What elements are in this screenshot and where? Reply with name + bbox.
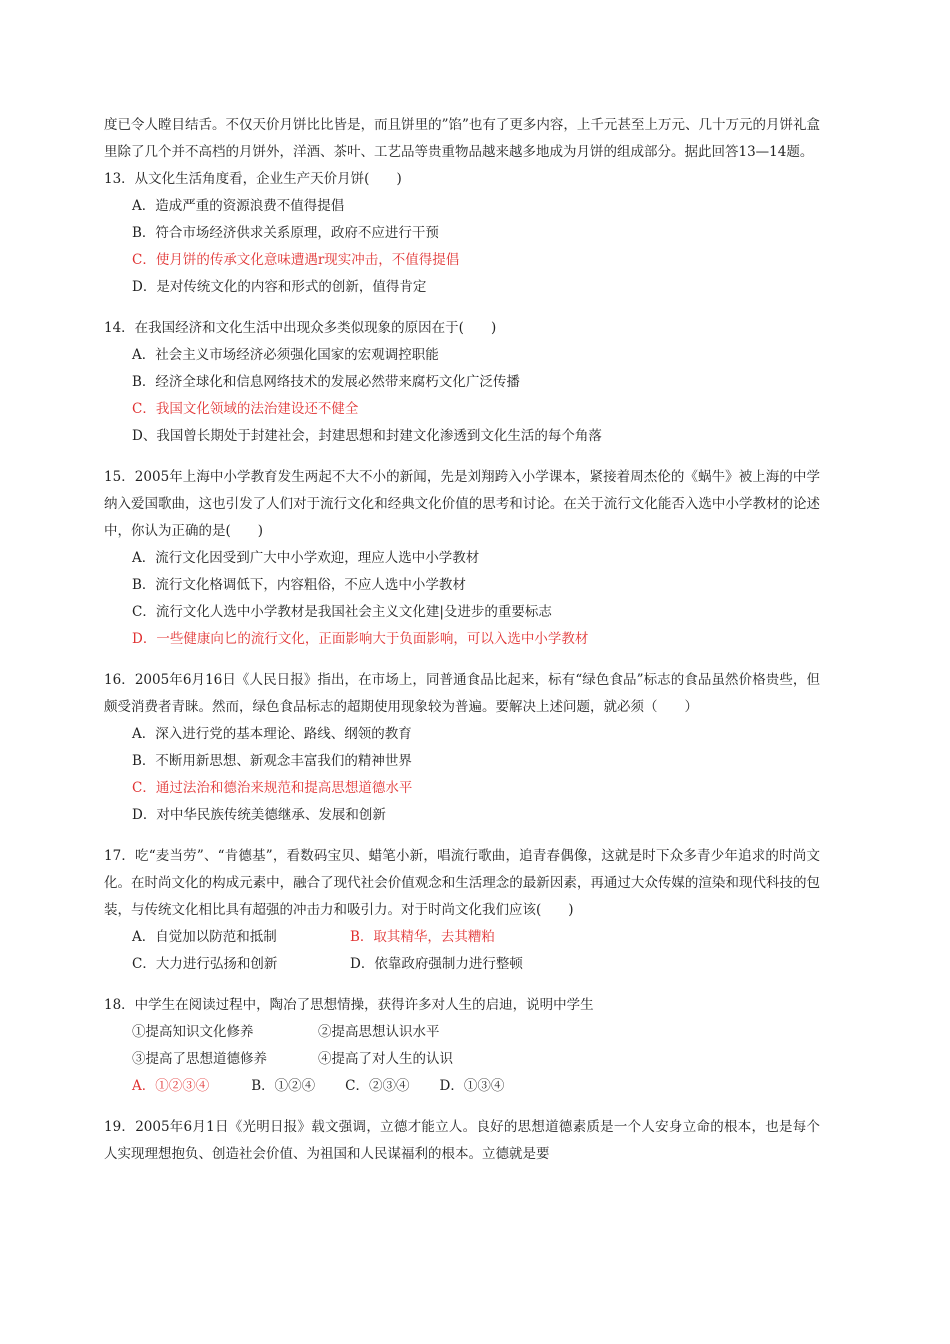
q17-options-row-1 <box>104 924 820 951</box>
q16-option-b: B．不断用新思想、新观念丰富我们的精神世界 <box>132 753 412 769</box>
q17-options-row-2 <box>104 951 820 978</box>
q18-options-row <box>104 1073 820 1100</box>
q16-option-a: A．深入进行党的基本理论、路线、纲领的教育 <box>132 726 412 742</box>
q18-items-row-1 <box>104 1019 820 1046</box>
q17-option-c: C．大力进行弘扬和创新 <box>132 956 278 972</box>
document-page <box>104 112 820 1168</box>
question-19-stem: 19．2005年6月1日《光明日报》载文强调，立德才能立人。良好的思想道德素质是一个人安身立命的根本，也是每个人实现理想抱负、创造社会价值、为祖国和人民谋福利的根本。立德就是要 <box>104 1119 820 1162</box>
question-15-stem: 15．2005年上海中小学教育发生两起不大不小的新闻，先是刘翔跨入小学课本，紧接着周杰伦的《蜗牛》被上海的中学纳入爱国歌曲，这也引发了人们对于流行文化和经典文化价值的思考和讨论。在关于流行文化能否入选中小学教材的论述中，你认为正确的是( ) <box>104 469 820 539</box>
q13-option-b: B．符合市场经济供求关系原理，政府不应进行干预 <box>132 225 439 241</box>
q17-option-b-answer: B．取其精华，去其糟粕 <box>350 929 495 945</box>
q14-option-b: B．经济全球化和信息网络技术的发展必然带来腐朽文化广泛传播 <box>132 374 520 390</box>
question-13 <box>104 166 820 301</box>
q18-option-c: C．②③④ <box>345 1078 410 1094</box>
question-17-stem: 17．吃“麦当劳”、“肯德基”，看数码宝贝、蜡笔小新，唱流行歌曲，追青春偶像，这就是时下众多青少年追求的时尚文化。在时尚文化的构成元素中，融合了现代社会价值观念和生活理念的最新因素，再通过大众传媒的渲染和现代科技的包装，与传统文化相比具有超强的冲击力和吸引力。对于时尚文化我们应该( ) <box>104 848 820 918</box>
q18-option-d: D．①③④ <box>439 1078 505 1094</box>
q17-option-a: A．自觉加以防范和抵制 <box>132 929 277 945</box>
question-14 <box>104 315 820 450</box>
question-16 <box>104 667 820 829</box>
q16-option-c-answer: C．通过法治和德治来规范和提高思想道德水平 <box>132 780 413 796</box>
question-18-stem: 18．中学生在阅读过程中，陶冶了思想情操，获得许多对人生的启迪，说明中学生 <box>104 997 594 1013</box>
question-15 <box>104 464 820 653</box>
intro-paragraph: 度已令人瞠目结舌。不仅天价月饼比比皆是，而且饼里的”馅”也有了更多内容，上千元甚至上万元、几十万元的月饼礼盒里除了几个并不高档的月饼外，洋酒、茶叶、工艺品等贵重物品越来越多地成为月饼的组成部分。据此回答13—14题。 <box>104 117 820 160</box>
q17-option-d: D．依靠政府强制力进行整顿 <box>350 956 523 972</box>
q18-item-3: ③提高了思想道德修养 <box>132 1051 267 1067</box>
q14-option-d: D、我国曾长期处于封建社会，封建思想和封建文化渗透到文化生活的每个角落 <box>132 428 602 444</box>
question-14-stem: 14．在我国经济和文化生活中出现众多类似现象的原因在于( ) <box>104 320 497 336</box>
q15-option-d-answer: D．一些健康向匕的流行文化，正面影响大于负面影响，可以入选中小学教材 <box>132 631 589 647</box>
question-16-stem: 16．2005年6月16日《人民日报》指出，在市场上，同普通食品比起来，标有“绿色食品”标志的食品虽然价格贵些，但颇受消费者青睐。然而，绿色食品标志的超期使用现象较为普遍。要解决上述问题，就必须（ ） <box>104 672 820 715</box>
question-13-stem: 13．从文化生活角度看，企业生产天价月饼( ) <box>104 171 402 187</box>
q16-option-d: D．对中华民族传统美德继承、发展和创新 <box>132 807 386 823</box>
q18-item-2: ②提高思想认识水平 <box>318 1024 440 1040</box>
q18-option-b: B．①②④ <box>251 1078 316 1094</box>
q15-option-a: A．流行文化因受到广大中小学欢迎，理应人选中小学教材 <box>132 550 480 566</box>
question-18 <box>104 992 820 1100</box>
question-17 <box>104 843 820 978</box>
q18-option-a-answer: A．①②③④ <box>132 1078 210 1094</box>
q15-option-c: C．流行文化人选中小学教材是我国社会主义文化建|殳进步的重要标志 <box>132 604 552 620</box>
q18-item-1: ①提高知识文化修养 <box>132 1024 254 1040</box>
q18-item-4: ④提高了对人生的认识 <box>318 1051 453 1067</box>
q13-option-a: A．造成严重的资源浪费不值得提倡 <box>132 198 345 214</box>
q15-option-b: B．流行文化格调低下，内容粗俗，不应人选中小学教材 <box>132 577 466 593</box>
q14-option-a: A．社会主义市场经济必须强化国家的宏观调控职能 <box>132 347 439 363</box>
q18-items-row-2 <box>104 1046 820 1073</box>
q13-option-d: D．是对传统文化的内容和形式的创新，值得肯定 <box>132 279 427 295</box>
q13-option-c-answer: C．使月饼的传承文化意味遭遇r现实冲击，不值得提倡 <box>132 252 460 268</box>
q14-option-c-answer: C．我国文化领域的法治建设还不健全 <box>132 401 359 417</box>
question-19 <box>104 1114 820 1168</box>
